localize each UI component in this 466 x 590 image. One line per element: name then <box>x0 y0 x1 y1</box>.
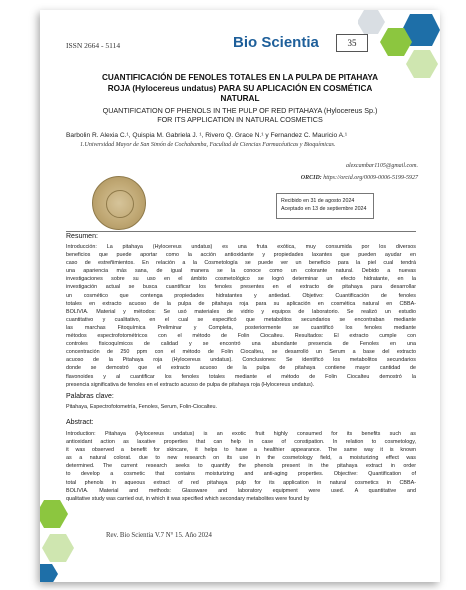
paragraph-line: una apariencia más sana, de igual manera se la conoce como un colorante natural. Debido a nuevas <box>66 268 416 275</box>
paragraph-line: presencia significativa de fenoles en el extracto acuoso de pulpa de pitahaya roja (Hylocereus undatus). <box>66 381 315 388</box>
paragraph-line: qualitative study was carried out, in which it was specified which secondary metabolites were found by <box>66 495 310 502</box>
hexagon-blue-shape <box>40 564 58 582</box>
university-seal-icon <box>92 176 146 230</box>
paragraph-line: investigación actual se busca cuantificar los fenoles presentes en el extracto de pitahaya para desarrollar <box>66 284 416 291</box>
hexagon-light-shape <box>42 534 74 562</box>
paragraph-line: BOLIVIA. Material and methods: Glassware and laboratory equipment were used. A quantitative and <box>66 487 416 494</box>
accepted-date: Aceptado en 13 de septiembre 2024 <box>281 206 367 212</box>
resumen-body <box>66 243 416 389</box>
hexagon-decoration-top-right <box>358 10 440 82</box>
orcid-line <box>301 175 418 181</box>
abstract-heading: Abstract: <box>66 419 94 426</box>
paragraph-line: totales en extracto acuoso de la pulpa de pitahaya roja para su aplicación en cosmética natural en CBBA- <box>66 300 416 307</box>
hexagon-grey-shape <box>358 10 385 34</box>
keywords-heading: Palabras clave: <box>66 393 114 400</box>
subtitle-line: FOR ITS APPLICATION IN NATURAL COSMETICS <box>157 115 323 124</box>
page-number: 35 <box>336 34 368 52</box>
journal-logo-text: Bio Scientia <box>233 34 319 51</box>
resumen-heading: Resumen: <box>66 233 98 240</box>
paragraph-line: caso de estreñimientos. En relación a la Cosmetología se puede ver un beneficio para la piel cual tendrá <box>66 260 416 267</box>
divider <box>66 231 416 232</box>
paragraph-line: beneficios que puede aportar como la acción antioxidante y propiedades laxantes que pueden ayudar en <box>66 252 416 259</box>
author-email[interactable]: alexcambar1105@gmail.com. <box>345 163 418 169</box>
authors: Barbolin R. Alexia C.¹, Quispia M. Gabriela J. ¹, Rivero Q. Grace N.¹ y Fernandez C. Mauricio A.¹ <box>66 132 348 139</box>
paragraph-line: Introduction: Pitahaya (Hylocereus undatus) is an exotic fruit highly consumed for its benefits such as <box>66 431 416 437</box>
paragraph-line: to develop a cosmetic that contains moisturizing and anti-aging properties. Objective: Quantification of <box>66 471 416 478</box>
paragraph-line: Introducción: La pitahaya (Hylocereus undatus) es una fruta exótica, muy consumida por los diversos <box>66 244 416 250</box>
paragraph-line: it was observed a benefit for skincare, it helps to have a healthier appearance. The same way it is known <box>66 447 416 454</box>
hexagon-green-shape <box>40 500 68 528</box>
title-line: NATURAL <box>220 94 260 103</box>
paragraph-line: determined. The current research seeks to quantify the phenols present in the pitahaya extract in order <box>66 463 416 470</box>
article-title-es <box>60 73 420 105</box>
received-date: Recibido en 31 de agosto 2024 <box>281 198 355 204</box>
title-line: CUANTIFICACIÓN DE FENOLES TOTALES EN LA PULPA DE PITAHAYA <box>101 73 379 82</box>
dates-box <box>276 193 374 219</box>
paragraph-line: antioxidant action as laxative properties that can help in case of constipation. In relation to cosmetology, <box>66 439 416 446</box>
affiliation: 1.Universidad Mayor de San Simón de Cochabamba, Facultad de Ciencias Farmacéuticas y Bioquímicas. <box>80 142 336 148</box>
orcid-link[interactable]: https://orcid.org/0009-0006-5199-5927 <box>323 175 418 181</box>
keywords-text: Pitahaya, Espectrofotometría, Fenoles, Serum, Folin-Ciocalteu. <box>66 404 218 410</box>
paragraph-line: métodos espectrofotométricos con el método de Folin Ciocalteu. Resultados: El extracto cumple con <box>66 333 416 340</box>
paragraph-line: donde se demostró que el extracto acuoso de la pulpa de pitahaya contiene mayor cantidad de <box>66 365 416 372</box>
journal-page <box>40 10 440 582</box>
paragraph-line: las marchas Fitoquímica Preliminar y Completa, posteriormente se cuantificó los fenoles mediante <box>66 324 416 331</box>
issn-label: ISSN 2664 - 5114 <box>66 41 121 50</box>
paragraph-line: controles fisicoquímicos de calidad y se encontró una abundante presencia de Fenoles en una <box>66 341 416 348</box>
subtitle-line: QUANTIFICATION OF PHENOLS IN THE PULP OF RED PITAHAYA (Hylocereus Sp.) <box>102 106 378 115</box>
paragraph-line: concentración de 250 ppm con el método de Folin Ciocalteu, se desarrolló un Serum a base del extracto <box>66 349 416 356</box>
journal-logo <box>233 34 319 51</box>
abstract-body <box>66 430 416 503</box>
hexagon-decoration-bottom-left <box>40 490 80 582</box>
paragraph-line: cuantitativo y cualitativo, en el cual se especificó que metabolitos secundarios se encontraban mediante <box>66 316 416 323</box>
paragraph-line: total phenols in aqueous extract of red pitahaya pulp for its application in natural cosmetics in CBBA- <box>66 479 416 486</box>
orcid-label: ORCID: <box>300 175 322 181</box>
paragraph-line: acuoso de la Pitahaya roja (Hylocereus undatus). Conclusiones: Se identificó los metabolitos secundarios <box>66 357 416 364</box>
page-footer: Rev. Bio Scientia V.7 N° 15. Año 2024 <box>106 532 212 539</box>
paragraph-line: investigaciones sobre su uso en el ámbito cosmetológico se logró determinar un efecto hidratante, en la <box>66 276 416 283</box>
paragraph-line: as a natural colorat. due to new research on its use in the cosmetology field, a moisturizing effect was <box>66 455 416 462</box>
article-title-en <box>70 106 410 124</box>
paragraph-line: BOLIVIA. Material y métodos: Se usó materiales de vidrio y equipos de laboratorio. Se realizó un estudio <box>66 308 416 315</box>
title-line: ROJA (Hylocereus undatus) PARA SU APLICACIÓN EN COSMÉTICA <box>107 83 373 93</box>
paragraph-line: un cosmético que contenga propiedades hidratantes y antiedad. Objetivo: Cuantificación de fenoles <box>66 292 416 299</box>
paragraph-line: flavonoides y al cuantificar los fenoles totales mediante el método de Folin Ciocalteu demostró la <box>66 373 416 380</box>
